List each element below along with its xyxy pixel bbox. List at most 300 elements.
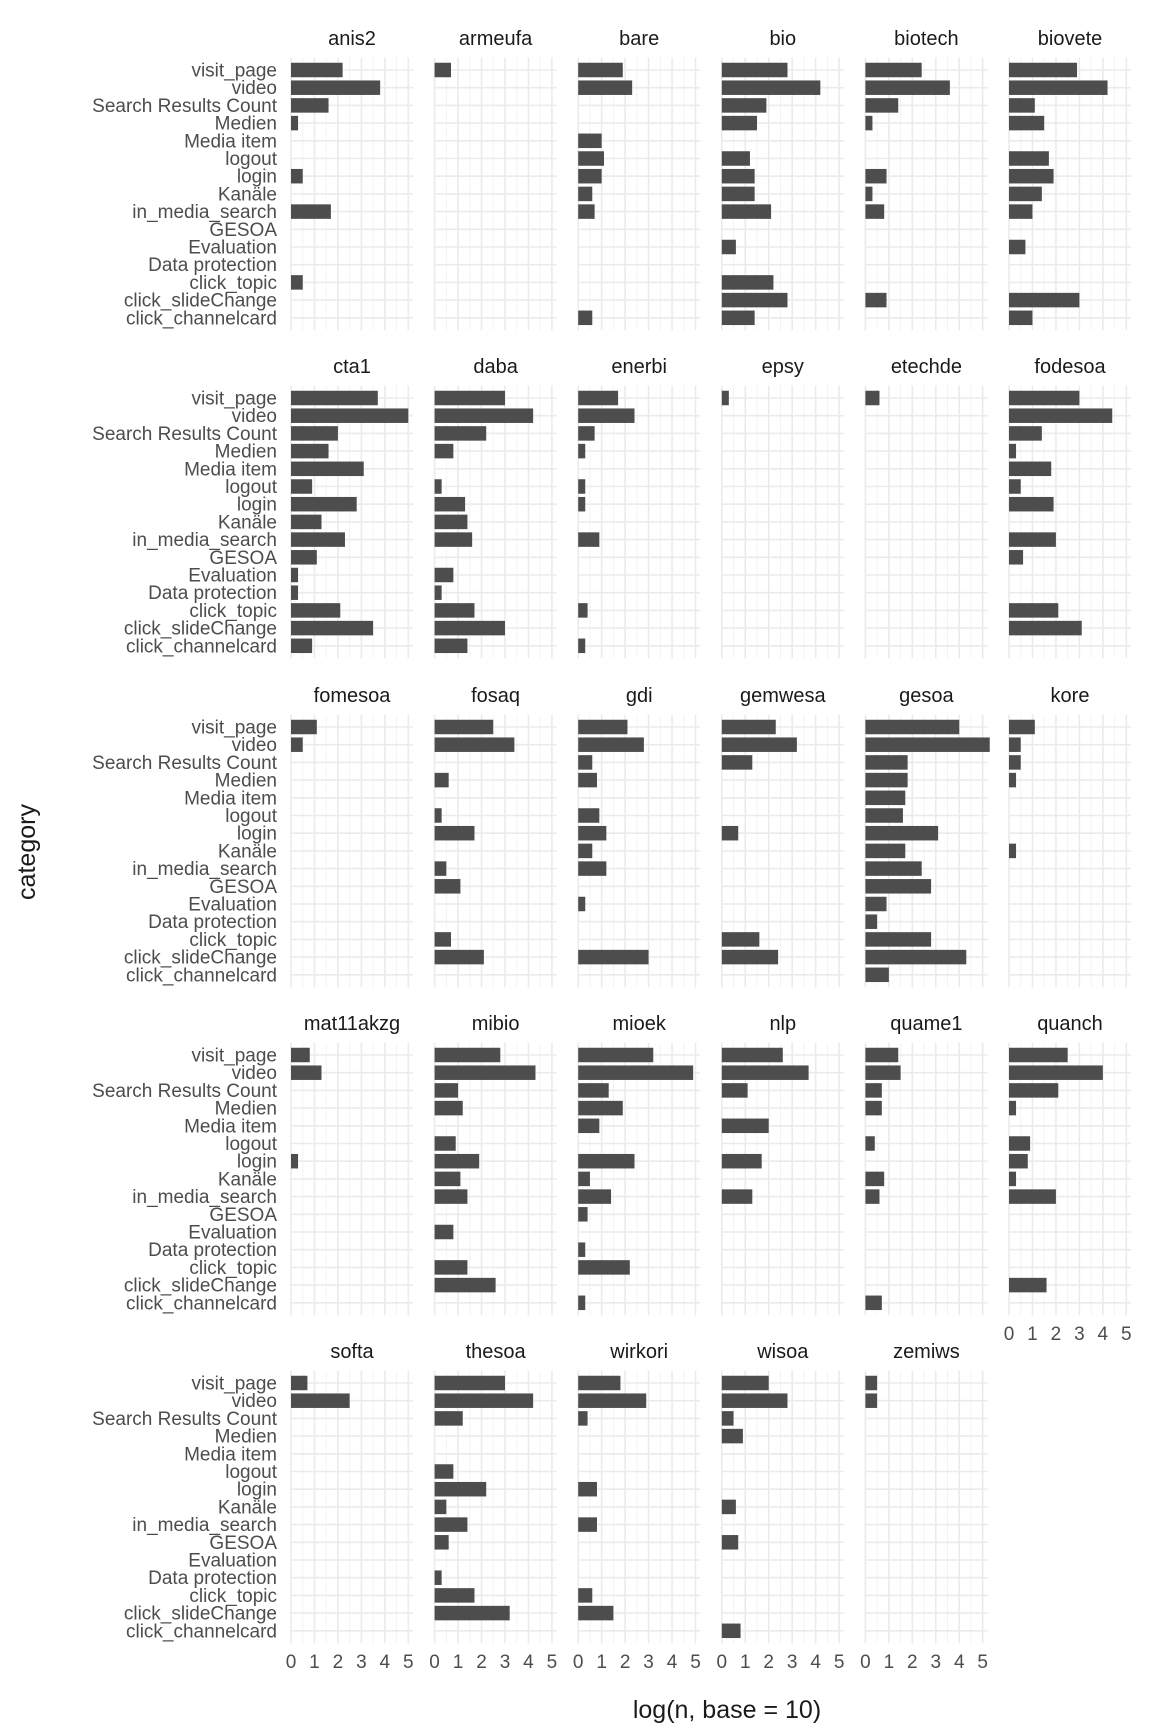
bar-quame1-Kanäle bbox=[865, 1172, 884, 1187]
x-tick-label: 4 bbox=[666, 1652, 678, 1674]
bar-biovete-logout bbox=[1009, 151, 1049, 166]
y-tick-label: Media item bbox=[184, 1116, 277, 1138]
x-tick-label: 2 bbox=[1050, 1324, 1062, 1346]
bar-thesoa-visit_page bbox=[435, 1376, 505, 1391]
bar-mibio-logout bbox=[435, 1136, 456, 1151]
x-tick-label: 0 bbox=[716, 1652, 728, 1674]
bar-quanch-login bbox=[1009, 1154, 1028, 1169]
bar-cta1-visit_page bbox=[291, 391, 378, 406]
y-tick-label: visit_page bbox=[191, 717, 277, 739]
y-tick-label: Search Results Count bbox=[92, 95, 277, 117]
x-tick-label: 3 bbox=[930, 1652, 942, 1674]
y-tick-label: click_topic bbox=[189, 1585, 277, 1607]
y-tick-label: Evaluation bbox=[188, 1550, 277, 1572]
bar-daba-in_media_search bbox=[435, 532, 473, 547]
y-tick-label: logout bbox=[225, 1462, 277, 1483]
facet-title: cta1 bbox=[333, 356, 371, 378]
bar-fomesoa-visit_page bbox=[291, 720, 317, 735]
bar-quame1-visit_page bbox=[865, 1048, 898, 1063]
y-tick-label: click_channelcard bbox=[125, 965, 277, 987]
facet-title: zemiws bbox=[893, 1341, 960, 1363]
facet-title: kore bbox=[1050, 685, 1090, 707]
y-tick-label: Search Results Count bbox=[92, 423, 277, 445]
y-tick-label: Evaluation bbox=[188, 237, 277, 259]
facet-title: biotech bbox=[894, 28, 959, 50]
facet-title: etechde bbox=[890, 356, 962, 378]
bar-fosaq-click_topic bbox=[435, 932, 451, 947]
bar-cta1-click_slideChange bbox=[291, 621, 373, 636]
facet-title: gdi bbox=[625, 685, 653, 707]
x-tick-label: 2 bbox=[907, 1652, 918, 1674]
bar-wirkori-Search Results Count bbox=[578, 1411, 587, 1426]
bar-kore-Kanäle bbox=[1009, 844, 1016, 859]
bar-daba-login bbox=[435, 497, 466, 512]
bar-quanch-in_media_search bbox=[1009, 1189, 1056, 1204]
bar-gesoa-click_channelcard bbox=[865, 968, 888, 983]
bar-wisoa-video bbox=[722, 1393, 788, 1408]
bar-mibio-login bbox=[435, 1154, 480, 1169]
x-tick-label: 0 bbox=[285, 1652, 297, 1674]
y-tick-label: in_media_search bbox=[132, 202, 277, 224]
bar-fodesoa-login bbox=[1009, 497, 1054, 512]
bar-fosaq-Medien bbox=[435, 773, 449, 788]
bar-mibio-click_slideChange bbox=[435, 1278, 496, 1293]
bar-fomesoa-video bbox=[291, 737, 303, 752]
bar-cta1-Search Results Count bbox=[291, 426, 338, 441]
bar-daba-Evaluation bbox=[435, 568, 454, 583]
y-tick-label: Search Results Count bbox=[92, 1080, 277, 1102]
bar-bio-Search Results Count bbox=[722, 98, 767, 113]
bar-mibio-video bbox=[435, 1065, 536, 1080]
bar-thesoa-Data protection bbox=[435, 1570, 442, 1585]
facet-title: nlp bbox=[769, 1013, 797, 1035]
bar-quame1-Medien bbox=[865, 1101, 881, 1116]
bar-kore-video bbox=[1009, 737, 1021, 752]
y-tick-label: login bbox=[236, 494, 277, 516]
bar-gesoa-Kanäle bbox=[865, 844, 905, 859]
bar-gesoa-Data protection bbox=[865, 914, 877, 929]
bar-quanch-video bbox=[1009, 1065, 1103, 1080]
bar-quanch-logout bbox=[1009, 1136, 1030, 1151]
y-tick-label: GESOA bbox=[209, 547, 277, 569]
y-tick-label: Data protection bbox=[148, 255, 277, 277]
bar-enerbi-visit_page bbox=[578, 391, 618, 406]
bar-wisoa-Kanäle bbox=[722, 1500, 736, 1515]
bar-enerbi-in_media_search bbox=[578, 532, 599, 547]
y-tick-label: Data protection bbox=[148, 583, 277, 605]
bar-fosaq-click_slideChange bbox=[435, 950, 484, 965]
bar-mioek-video bbox=[578, 1065, 693, 1080]
bar-anis2-in_media_search bbox=[291, 204, 331, 219]
x-tick-label: 4 bbox=[523, 1652, 534, 1674]
y-tick-label: login bbox=[236, 1151, 277, 1173]
y-tick-label: Kanäle bbox=[217, 841, 277, 863]
y-tick-label: click_topic bbox=[189, 600, 277, 622]
x-tick-label: 0 bbox=[860, 1652, 871, 1674]
bar-enerbi-video bbox=[578, 408, 634, 423]
bar-mibio-Search Results Count bbox=[435, 1083, 458, 1098]
bar-bio-Kanäle bbox=[722, 187, 755, 202]
x-tick-label: 0 bbox=[429, 1652, 440, 1674]
bar-fodesoa-video bbox=[1009, 408, 1112, 423]
bar-bare-in_media_search bbox=[578, 204, 594, 219]
y-tick-label: GESOA bbox=[209, 1204, 277, 1226]
bar-gdi-Search Results Count bbox=[578, 755, 592, 770]
x-tick-label: 1 bbox=[739, 1652, 751, 1674]
y-tick-label: Media item bbox=[184, 788, 277, 810]
x-tick-label: 3 bbox=[786, 1652, 798, 1674]
bar-mioek-visit_page bbox=[578, 1048, 653, 1063]
bar-biovete-in_media_search bbox=[1009, 204, 1032, 219]
bar-gdi-video bbox=[578, 737, 644, 752]
bar-wirkori-click_slideChange bbox=[578, 1606, 613, 1621]
facet-title: anis2 bbox=[328, 28, 376, 50]
y-tick-label: logout bbox=[225, 477, 277, 498]
y-tick-label: Kanäle bbox=[217, 1169, 277, 1191]
bar-cta1-click_topic bbox=[291, 603, 340, 618]
facet-title: epsy bbox=[761, 356, 804, 378]
bar-kore-Medien bbox=[1009, 773, 1016, 788]
bar-enerbi-logout bbox=[578, 479, 585, 494]
y-tick-label: Data protection bbox=[148, 1568, 277, 1590]
bar-mibio-Medien bbox=[435, 1101, 463, 1116]
x-tick-label: 4 bbox=[953, 1652, 965, 1674]
bar-thesoa-logout bbox=[435, 1464, 454, 1479]
y-tick-label: GESOA bbox=[209, 876, 277, 898]
facet-title: softa bbox=[330, 1341, 374, 1363]
bar-wisoa-Search Results Count bbox=[722, 1411, 734, 1426]
bar-wirkori-in_media_search bbox=[578, 1517, 597, 1532]
bar-daba-click_channelcard bbox=[435, 639, 468, 654]
y-tick-label: Kanäle bbox=[217, 512, 277, 534]
y-tick-label: click_topic bbox=[189, 929, 277, 951]
bar-mioek-Search Results Count bbox=[578, 1083, 609, 1098]
bar-softa-video bbox=[291, 1393, 350, 1408]
bar-thesoa-login bbox=[435, 1482, 487, 1497]
bar-mioek-Media item bbox=[578, 1119, 599, 1134]
bar-thesoa-Kanäle bbox=[435, 1500, 447, 1515]
y-tick-label: Medien bbox=[214, 770, 277, 792]
bar-softa-visit_page bbox=[291, 1376, 307, 1391]
bar-mioek-login bbox=[578, 1154, 634, 1169]
bar-quame1-click_channelcard bbox=[865, 1296, 881, 1311]
y-tick-label: Media item bbox=[184, 131, 277, 153]
bar-bio-click_channelcard bbox=[722, 311, 755, 326]
facet-title: gesoa bbox=[899, 685, 954, 707]
y-tick-label: visit_page bbox=[191, 60, 277, 82]
bar-biotech-in_media_search bbox=[865, 204, 884, 219]
bar-zemiws-video bbox=[865, 1393, 877, 1408]
bar-cta1-Evaluation bbox=[291, 568, 298, 583]
bar-bare-Media item bbox=[578, 134, 601, 149]
bar-enerbi-click_topic bbox=[578, 603, 587, 618]
bar-mat11akzg-login bbox=[291, 1154, 298, 1169]
bar-gesoa-logout bbox=[865, 808, 903, 823]
bar-gdi-login bbox=[578, 826, 606, 841]
bar-gemwesa-visit_page bbox=[722, 720, 776, 735]
bar-fodesoa-click_slideChange bbox=[1009, 621, 1082, 636]
y-tick-label: click_slideChange bbox=[123, 290, 277, 312]
bar-mibio-Kanäle bbox=[435, 1172, 461, 1187]
bar-mibio-Evaluation bbox=[435, 1225, 454, 1240]
x-tick-label: 2 bbox=[476, 1652, 487, 1674]
x-tick-label: 4 bbox=[1097, 1324, 1109, 1346]
bar-cta1-Kanäle bbox=[291, 515, 322, 530]
bar-fodesoa-Media item bbox=[1009, 462, 1051, 477]
x-tick-label: 1 bbox=[1027, 1324, 1038, 1346]
y-tick-label: login bbox=[236, 823, 277, 845]
bar-gemwesa-video bbox=[722, 737, 797, 752]
bar-fosaq-login bbox=[435, 826, 475, 841]
bar-gesoa-Medien bbox=[865, 773, 907, 788]
bar-thesoa-click_topic bbox=[435, 1588, 475, 1603]
facet-title: thesoa bbox=[465, 1341, 526, 1363]
y-tick-label: Kanäle bbox=[217, 1497, 277, 1519]
bar-bare-logout bbox=[578, 151, 604, 166]
bar-biovete-Evaluation bbox=[1009, 240, 1025, 255]
facet-title: bio bbox=[769, 28, 797, 50]
x-tick-label: 5 bbox=[833, 1652, 845, 1674]
bar-gesoa-Search Results Count bbox=[865, 755, 907, 770]
bar-gdi-Evaluation bbox=[578, 897, 585, 912]
bar-gesoa-GESOA bbox=[865, 879, 931, 894]
facet-panel-gesoa bbox=[865, 685, 989, 987]
y-tick-label: video bbox=[231, 1391, 277, 1413]
y-tick-label: in_media_search bbox=[132, 1515, 277, 1537]
x-tick-label: 1 bbox=[452, 1652, 464, 1674]
bar-epsy-visit_page bbox=[722, 391, 729, 406]
x-tick-label: 3 bbox=[643, 1652, 654, 1674]
bar-thesoa-Search Results Count bbox=[435, 1411, 463, 1426]
bar-nlp-in_media_search bbox=[722, 1189, 753, 1204]
bar-gesoa-click_slideChange bbox=[865, 950, 966, 965]
bar-fodesoa-click_topic bbox=[1009, 603, 1058, 618]
bar-bio-video bbox=[722, 80, 821, 95]
bar-quanch-Search Results Count bbox=[1009, 1083, 1058, 1098]
bar-fosaq-visit_page bbox=[435, 720, 494, 735]
bar-bare-Kanäle bbox=[578, 187, 592, 202]
bar-mibio-click_topic bbox=[435, 1260, 468, 1275]
y-tick-label: visit_page bbox=[191, 388, 277, 410]
bar-enerbi-login bbox=[578, 497, 585, 512]
bar-gdi-click_slideChange bbox=[578, 950, 648, 965]
bar-bare-video bbox=[578, 80, 632, 95]
bar-quanch-click_slideChange bbox=[1009, 1278, 1047, 1293]
bar-gdi-visit_page bbox=[578, 720, 627, 735]
y-tick-label: click_slideChange bbox=[123, 618, 277, 640]
bar-bio-Medien bbox=[722, 116, 757, 131]
bar-mioek-in_media_search bbox=[578, 1189, 611, 1204]
bar-mioek-GESOA bbox=[578, 1207, 587, 1222]
bar-gemwesa-click_slideChange bbox=[722, 950, 778, 965]
bar-anis2-login bbox=[291, 169, 303, 184]
bar-bio-visit_page bbox=[722, 63, 788, 78]
bar-gesoa-click_topic bbox=[865, 932, 931, 947]
y-tick-label: click_channelcard bbox=[125, 308, 277, 330]
bar-biotech-visit_page bbox=[865, 63, 921, 78]
x-tick-label: 5 bbox=[546, 1652, 558, 1674]
y-tick-label: Evaluation bbox=[188, 565, 277, 587]
y-tick-label: click_slideChange bbox=[123, 1603, 277, 1625]
bar-quame1-in_media_search bbox=[865, 1189, 879, 1204]
facet-title: armeufa bbox=[458, 28, 533, 50]
bar-anis2-Medien bbox=[291, 116, 298, 131]
bar-wirkori-click_topic bbox=[578, 1588, 592, 1603]
bar-gemwesa-click_topic bbox=[722, 932, 760, 947]
bar-mioek-Data protection bbox=[578, 1242, 585, 1257]
bar-gesoa-Evaluation bbox=[865, 897, 886, 912]
y-tick-label: visit_page bbox=[191, 1373, 277, 1395]
bar-armeufa-visit_page bbox=[435, 63, 451, 78]
bar-wirkori-visit_page bbox=[578, 1376, 620, 1391]
bar-thesoa-click_slideChange bbox=[435, 1606, 510, 1621]
bar-gdi-logout bbox=[578, 808, 599, 823]
y-tick-label: video bbox=[231, 1063, 277, 1085]
bar-gemwesa-Search Results Count bbox=[722, 755, 753, 770]
bar-wirkori-video bbox=[578, 1393, 646, 1408]
bar-quanch-Kanäle bbox=[1009, 1172, 1016, 1187]
bar-mioek-Kanäle bbox=[578, 1172, 590, 1187]
bar-mibio-in_media_search bbox=[435, 1189, 468, 1204]
bar-biovete-visit_page bbox=[1009, 63, 1077, 78]
bar-anis2-visit_page bbox=[291, 63, 343, 78]
bar-wisoa-visit_page bbox=[722, 1376, 769, 1391]
bar-daba-Search Results Count bbox=[435, 426, 487, 441]
bar-gdi-Kanäle bbox=[578, 844, 592, 859]
facet-title: daba bbox=[473, 356, 518, 378]
y-axis-title: category bbox=[13, 804, 41, 900]
facet-title: enerbi bbox=[611, 356, 668, 378]
bar-kore-Search Results Count bbox=[1009, 755, 1021, 770]
y-tick-label: click_slideChange bbox=[123, 947, 277, 969]
bar-fodesoa-visit_page bbox=[1009, 391, 1079, 406]
facet-title: wisoa bbox=[757, 1341, 809, 1363]
y-tick-label: login bbox=[236, 1479, 277, 1501]
bar-daba-video bbox=[435, 408, 534, 423]
bar-cta1-login bbox=[291, 497, 357, 512]
facet-title: wirkori bbox=[610, 1341, 669, 1363]
bar-gesoa-in_media_search bbox=[865, 861, 921, 876]
bar-nlp-visit_page bbox=[722, 1048, 783, 1063]
y-tick-label: click_topic bbox=[189, 1257, 277, 1279]
facet-title: mat11akzg bbox=[303, 1013, 401, 1035]
bar-mat11akzg-visit_page bbox=[291, 1048, 310, 1063]
y-tick-label: video bbox=[231, 735, 277, 757]
y-tick-label: logout bbox=[225, 1134, 277, 1155]
bar-thesoa-in_media_search bbox=[435, 1517, 468, 1532]
bar-bio-login bbox=[722, 169, 755, 184]
y-tick-label: Data protection bbox=[148, 912, 277, 934]
x-tick-label: 5 bbox=[690, 1652, 701, 1674]
bar-bio-Evaluation bbox=[722, 240, 736, 255]
bar-biovete-Search Results Count bbox=[1009, 98, 1035, 113]
bar-thesoa-GESOA bbox=[435, 1535, 449, 1550]
bar-enerbi-click_channelcard bbox=[578, 639, 585, 654]
bar-biovete-video bbox=[1009, 80, 1108, 95]
bar-gemwesa-login bbox=[722, 826, 738, 841]
bar-enerbi-Search Results Count bbox=[578, 426, 594, 441]
y-tick-label: login bbox=[236, 166, 277, 188]
bar-biotech-Kanäle bbox=[865, 187, 872, 202]
bar-fosaq-GESOA bbox=[435, 879, 461, 894]
bar-daba-logout bbox=[435, 479, 442, 494]
y-tick-label: visit_page bbox=[191, 1045, 277, 1067]
y-tick-label: Data protection bbox=[148, 1240, 277, 1262]
bar-daba-Data protection bbox=[435, 585, 442, 600]
bar-fodesoa-GESOA bbox=[1009, 550, 1023, 565]
y-tick-label: video bbox=[231, 78, 277, 100]
facet-title: fodesoa bbox=[1034, 356, 1106, 378]
bar-cta1-GESOA bbox=[291, 550, 317, 565]
bar-cta1-Media item bbox=[291, 462, 364, 477]
bar-zemiws-visit_page bbox=[865, 1376, 877, 1391]
x-tick-label: 1 bbox=[883, 1652, 895, 1674]
y-tick-label: Medien bbox=[214, 1426, 277, 1448]
y-tick-label: logout bbox=[225, 149, 277, 170]
facet-title: quame1 bbox=[890, 1013, 963, 1035]
bar-fodesoa-Search Results Count bbox=[1009, 426, 1042, 441]
x-tick-label: 1 bbox=[596, 1652, 607, 1674]
y-tick-label: Evaluation bbox=[188, 1222, 277, 1244]
bar-wisoa-Medien bbox=[722, 1429, 743, 1444]
x-tick-label: 2 bbox=[763, 1652, 775, 1674]
bar-gdi-in_media_search bbox=[578, 861, 606, 876]
bar-bare-visit_page bbox=[578, 63, 623, 78]
x-tick-label: 1 bbox=[309, 1652, 320, 1674]
bar-thesoa-video bbox=[435, 1393, 534, 1408]
x-tick-label: 5 bbox=[977, 1652, 988, 1674]
bar-kore-visit_page bbox=[1009, 720, 1035, 735]
bar-mioek-click_topic bbox=[578, 1260, 630, 1275]
bar-bio-logout bbox=[722, 151, 750, 166]
facet-title: fosaq bbox=[471, 685, 521, 707]
bar-etechde-visit_page bbox=[865, 391, 879, 406]
y-tick-label: Search Results Count bbox=[92, 752, 277, 774]
y-tick-label: Media item bbox=[184, 459, 277, 481]
bar-biovete-click_slideChange bbox=[1009, 293, 1079, 308]
bar-fodesoa-in_media_search bbox=[1009, 532, 1056, 547]
bar-gesoa-Media item bbox=[865, 791, 905, 806]
bar-fosaq-logout bbox=[435, 808, 442, 823]
bar-daba-click_slideChange bbox=[435, 621, 505, 636]
y-tick-label: click_slideChange bbox=[123, 1275, 277, 1297]
bar-gesoa-video bbox=[865, 737, 989, 752]
y-tick-label: Medien bbox=[214, 441, 277, 463]
bar-fodesoa-logout bbox=[1009, 479, 1021, 494]
x-axis-title: log(n, base = 10) bbox=[632, 1696, 822, 1724]
y-tick-label: click_channelcard bbox=[125, 636, 277, 658]
x-tick-label: 5 bbox=[1121, 1324, 1132, 1346]
x-tick-label: 4 bbox=[810, 1652, 821, 1674]
y-tick-label: click_topic bbox=[189, 272, 277, 294]
bar-nlp-video bbox=[722, 1065, 809, 1080]
bar-fosaq-in_media_search bbox=[435, 861, 447, 876]
bar-anis2-Search Results Count bbox=[291, 98, 329, 113]
y-tick-label: in_media_search bbox=[132, 530, 277, 552]
y-tick-label: GESOA bbox=[209, 1532, 277, 1554]
y-tick-label: in_media_search bbox=[132, 859, 277, 881]
y-tick-label: Medien bbox=[214, 1098, 277, 1120]
bar-daba-visit_page bbox=[435, 391, 505, 406]
facet-title: mioek bbox=[612, 1013, 666, 1035]
bar-mibio-visit_page bbox=[435, 1048, 501, 1063]
facet-title: bare bbox=[619, 28, 660, 50]
bar-bare-login bbox=[578, 169, 601, 184]
bar-nlp-Media item bbox=[722, 1119, 769, 1134]
bar-quame1-logout bbox=[865, 1136, 874, 1151]
bar-wisoa-GESOA bbox=[722, 1535, 738, 1550]
y-tick-label: Evaluation bbox=[188, 894, 277, 916]
